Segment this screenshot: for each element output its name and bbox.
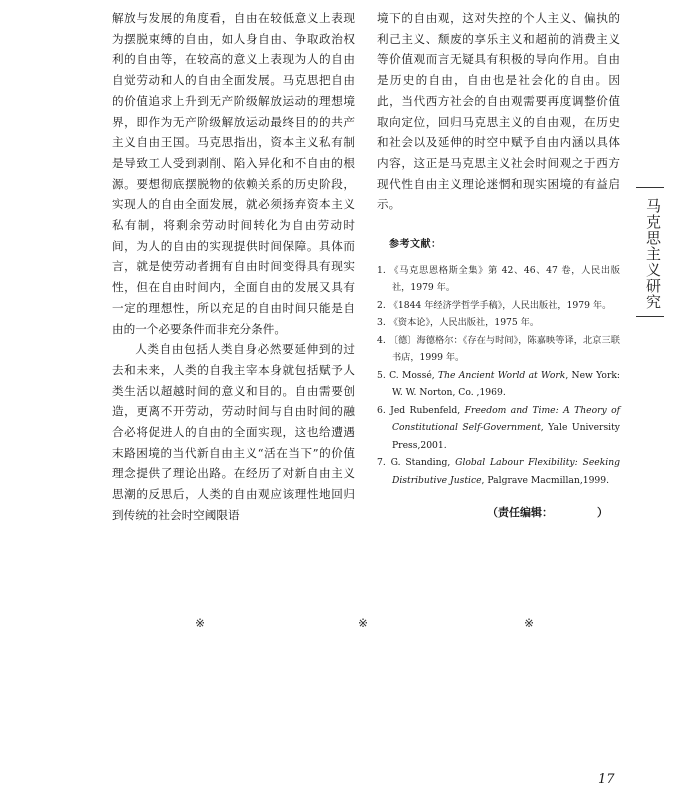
separator-mark: ※ — [358, 616, 369, 630]
reference-item: 7. G. Standing, Global Labour Flexibility: Seeking Distributive Justice, Palgrave Macmillan,1999. — [377, 457, 620, 486]
editor-credit: （责任编辑： ） — [487, 506, 608, 520]
reference-item: 4. 〔德〕海德格尔：《存在与时间》，陈嘉映等译，北京三联书店，1999 年。 — [377, 334, 620, 364]
body-paragraph: 境下的自由观，这对失控的个人主义、偏执的利己主义、颓废的享乐主义和超前的消费主义等价值观而言无疑具有积极的导向作用。自由是历史的自由，自由也是社会化的自由。因此，当代西方社会的自由观需要再度调整价值取向定位，回归马克思主义的自由观，在历史和社会以及延伸的时空中赋予自由内涵以具体内容，这正是马克思主义社会时间观之于西方现代性自由主义理论迷惘和现实困境的有益启示。 — [377, 11, 620, 212]
side-rule-bottom — [636, 316, 664, 317]
reference-item: 5. C. Mossé, The Ancient World at Work, New York: W. W. Norton, Co. ,1969. — [377, 369, 621, 399]
page-number: 17 — [598, 772, 615, 787]
right-text-column — [377, 8, 620, 524]
side-rule-top — [636, 187, 664, 188]
references-list — [377, 262, 620, 490]
reference-item: 6. Jed Rubenfeld, Freedom and Time: A Theory of Constitutional Self-Government, Yale University Press,2001. — [377, 404, 621, 451]
journal-section-label: 马克思主义研究 — [644, 198, 662, 310]
separator-mark: ※ — [195, 616, 206, 630]
separator-mark: ※ — [524, 616, 535, 630]
reference-item: 1. 《马克思恩格斯全集》第 42、46、47 卷，人民出版社，1979 年。 — [377, 264, 620, 294]
reference-item: 2. 《1844 年经济学哲学手稿》，人民出版社，1979 年。 — [377, 299, 612, 311]
left-text-column — [112, 8, 355, 526]
references-heading: 参考文献： — [389, 239, 442, 251]
body-paragraph: 人类自由包括人类自身必然要延伸到的过去和未来，人类的自我主宰本身就包括赋予人类生活以超越时间的意义和目的。自由需要创造，更离不开劳动，劳动时间与自由时间的融合必将促进人的自由的全面实现，这也给遭遇末路困境的当代新自由主义“活在当下”的价值理念提供了理论出路。在经历了对新自由主义思潮的反思后，人类的自由观应该理性地回归到传统的社会时空阈限语 — [112, 342, 355, 522]
body-paragraph: 解放与发展的角度看，自由在较低意义上表现为摆脱束缚的自由，如人身自由、争取政治权利的自由等，在较高的意义上表现为人的自由自觉劳动和人的自由全面发展。马克思把自由的价值追求上升到无产阶级解放运动的理想境界，即作为无产阶级解放运动最终目的的共产主义自由王国。马克思指出，资本主义私有制是导致工人受到剥削、陷入异化和不自由的根源。要想彻底摆脱物的依赖关系的历史阶段，实现人的自由全面发展，就必须扬弃资本主义私有制，将剩余劳动时间转化为自由劳动时间，为人的自由的实现提供时间保障。具体而言，就是使劳动者拥有自由时间变得具有现实性，但在自由时间内，全面自由的发展又具有一定的理想性，所以充足的自由时间只能是自由的一个必要条件而非充分条件。 — [112, 11, 355, 336]
reference-item: 3. 《资本论》，人民出版社，1975 年。 — [377, 317, 540, 329]
